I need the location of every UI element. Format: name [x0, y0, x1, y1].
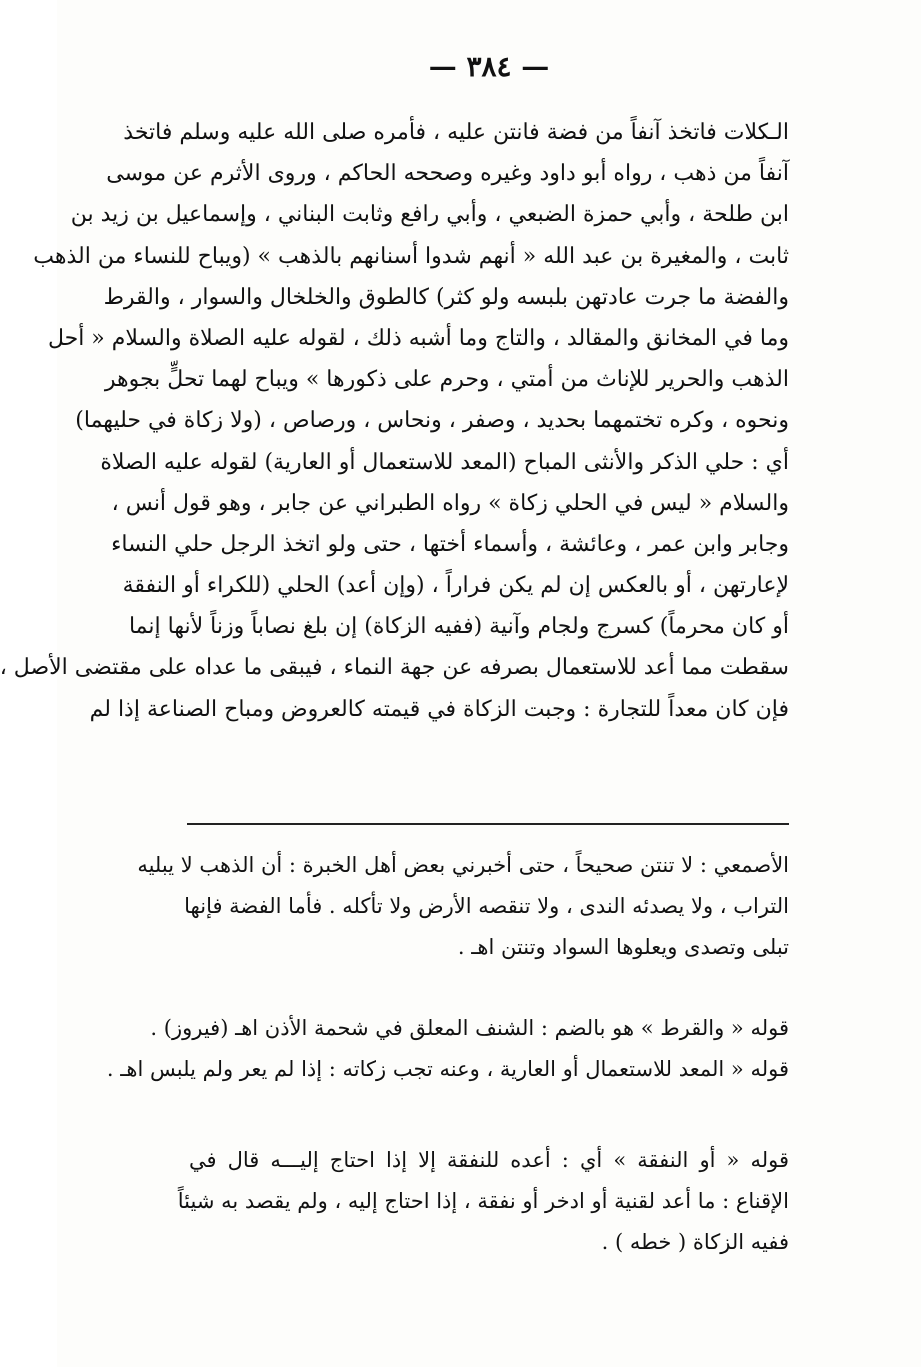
main-text-line: وجابر وابن عمر ، وعائشة ، وأسماء أختها ، حتى ولو اتخذ الرجل حلي النساء	[111, 531, 789, 557]
main-text-line: آنفاً من ذهب ، رواه أبو داود وغيره وصححه الحاكم ، وروى الأثرم عن موسى	[106, 161, 789, 187]
footnote-line: قوله « المعد للاستعمال أو العارية ، وعنه تجب زكاته : إذا لم يعر ولم يلبس اهـ .	[106, 1057, 789, 1081]
main-text-line: ابن طلحة ، وأبي حمزة الضبعي ، وأبي رافع وثابت البناني ، وإسماعيل بن زيد بن	[70, 202, 789, 228]
main-text-line: أي : حلي الذكر والأنثى المباح (المعد للاستعمال أو العارية) لقوله عليه الصلاة	[100, 449, 789, 475]
footnote-qirt	[106, 1008, 789, 1090]
main-text-line: ونحوه ، وكره تختمهما بحديد ، وصفر ، ونحاس ، ورصاص ، (ولا زكاة في حليهما)	[75, 408, 789, 434]
main-text-line: الذهب والحرير للإناث من أمتي ، وحرم على ذكورها » ويباح لهما تحلٍّ بجوهر	[104, 367, 789, 393]
page-number: — ٣٨٤ —	[428, 50, 550, 83]
footnote-nafaqa	[177, 1140, 789, 1263]
main-text-block	[0, 112, 789, 730]
footnote-line: تبلى وتصدى ويعلوها السواد وتنتن اهـ .	[457, 935, 789, 959]
main-text-line: فإن كان معداً للتجارة : وجبت الزكاة في قيمته كالعروض ومباح الصناعة إذا لم	[89, 696, 789, 722]
footnote-line: الأصمعي : لا تنتن صحيحاً ، حتى أخبرني بعض أهل الخبرة : أن الذهب لا يبليه	[137, 853, 789, 877]
main-text-line: سقطت مما أعد للاستعمال بصرفه عن جهة النماء ، فيبقى ما عداه على مقتضى الأصل ،	[0, 655, 789, 681]
footnote-line: الإقناع : ما أعد لقنية أو ادخر أو نفقة ، إذا احتاج إليه ، ولم يقصد به شيئاً	[177, 1189, 789, 1213]
footnote-divider	[187, 823, 789, 825]
main-text-line: الـكلات فاتخذ آنفاً من فضة فانتن عليه ، فأمره صلى الله عليه وسلم فاتخذ	[123, 120, 789, 145]
footnote-line: التراب ، ولا يصدئه الندى ، ولا تنقصه الأرض ولا تأكله . فأما الفضة فإنها	[184, 894, 789, 918]
main-text-line: أو كان محرماً) كسرج ولجام وآنية (ففيه الزكاة) إن بلغ نصاباً وزناً لأنها إنما	[128, 614, 789, 640]
footnote-line: قوله « أو النفقة » أي : أعده للنفقة إلا إذا احتاج إليـــه قال في	[189, 1148, 789, 1172]
main-text-line: ثابت ، والمغيرة بن عبد الله « أنهم شدوا أسنانهم بالذهب » (ويباح للنساء من الذهب	[33, 243, 789, 269]
main-text-line: وما في المخانق والمقالد ، والتاج وما أشبه ذلك ، لقوله عليه الصلاة والسلام « أحل	[47, 325, 789, 351]
main-text-line: لإعارتهن ، أو بالعكس إن لم يكن فراراً ، (وإن أعد) الحلي (للكراء أو النفقة	[122, 573, 789, 599]
footnote-line: قوله « والقرط » هو بالضم : الشنف المعلق في شحمة الأذن اهـ (فيروز) .	[150, 1016, 789, 1040]
footnote-line: ففيه الزكاة ( خطه ) .	[601, 1230, 789, 1254]
main-text-line: والفضة ما جرت عادتهن بلبسه ولو كثر) كالطوق والخلخال والسوار ، والقرط	[103, 284, 789, 310]
footnote-continuation	[137, 845, 789, 968]
main-text-line: والسلام « ليس في الحلي زكاة » رواه الطبراني عن جابر ، وهو قول أنس ،	[111, 490, 789, 516]
